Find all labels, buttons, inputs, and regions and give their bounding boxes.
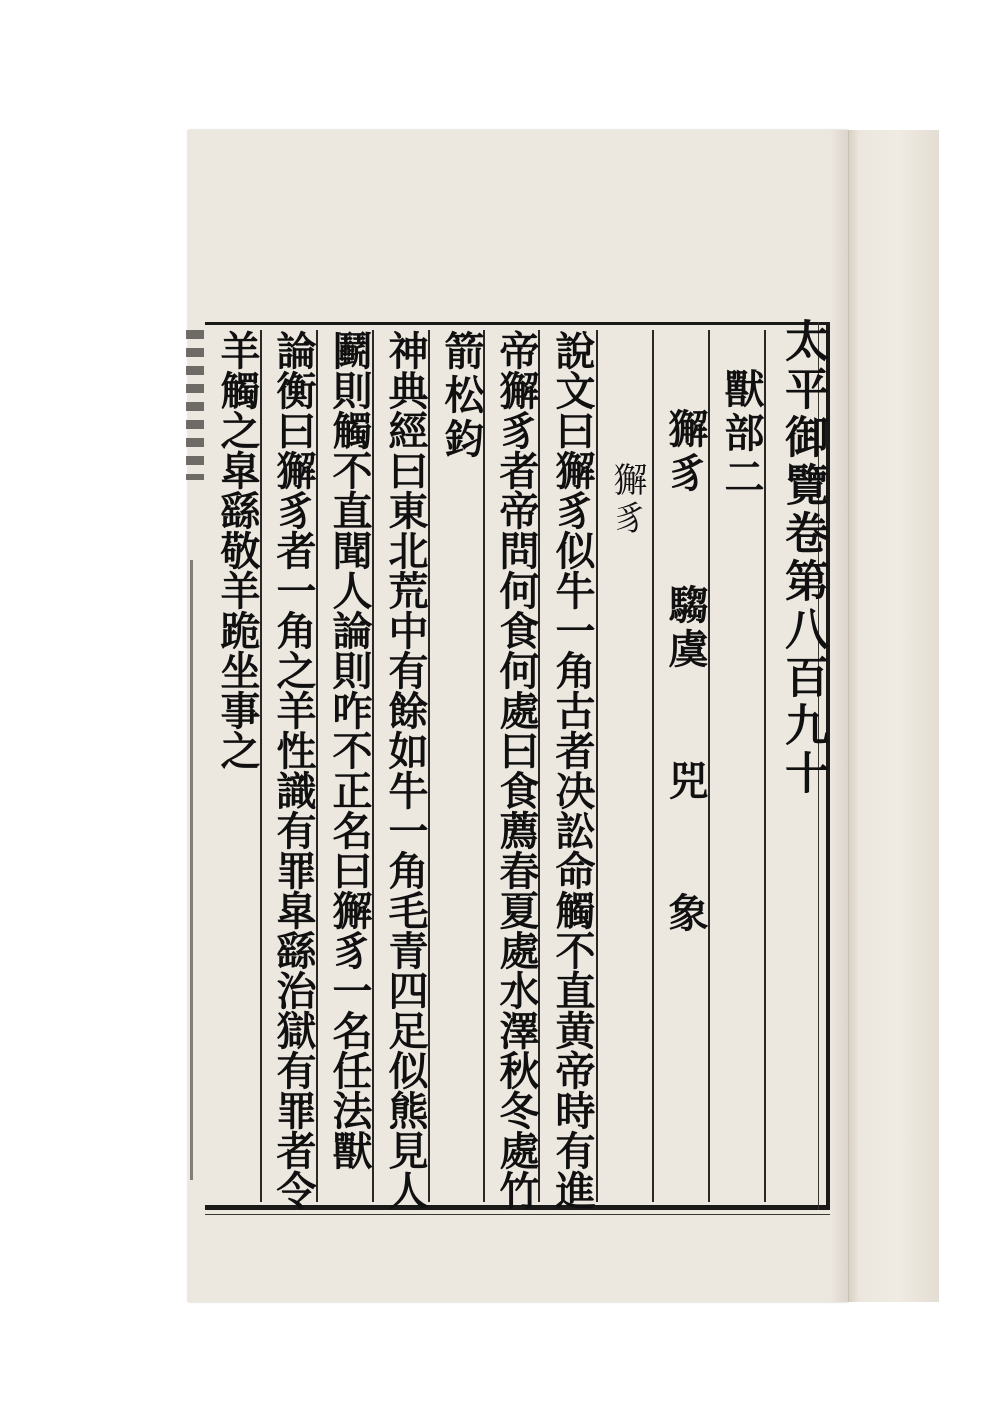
text-column: 神典經曰東北荒中有餘如牛一角毛青四足似熊見人 — [382, 330, 429, 1210]
column-rule — [652, 330, 654, 1202]
book-spine — [848, 130, 939, 1302]
text-column: 帝獬豸者帝問何食何處曰食薦春夏處水澤秋冬處竹 — [493, 330, 540, 1210]
frame-bottom-thin-border — [205, 1214, 830, 1215]
adjacent-page-edge — [186, 330, 204, 480]
text-column: 箭松鈞 — [438, 330, 485, 462]
adjacent-page-edge-line — [190, 560, 203, 1180]
table-of-contents-line: 獬豸 騶虞 兕 象 — [662, 408, 709, 936]
volume-title: 太平御覽卷第八百九十 — [777, 318, 828, 798]
text-column: 鬬則觸不直聞人論則咋不正名曰獬豸一名任法獸 — [326, 330, 373, 1170]
text-column: 論衡曰獬豸者一角之羊性識有罪皐繇治獄有罪者令 — [270, 330, 317, 1210]
text-column: 說文曰獬豸似牛一角古者决訟命觸不直黄帝時有進 — [549, 330, 596, 1210]
text-column: 羊觸之皐繇敬羊跪坐事之 — [214, 330, 261, 770]
frame-top-border — [205, 322, 830, 325]
section-heading: 獸部二 — [718, 368, 765, 500]
entry-subheading: 獬豸 — [607, 462, 647, 538]
